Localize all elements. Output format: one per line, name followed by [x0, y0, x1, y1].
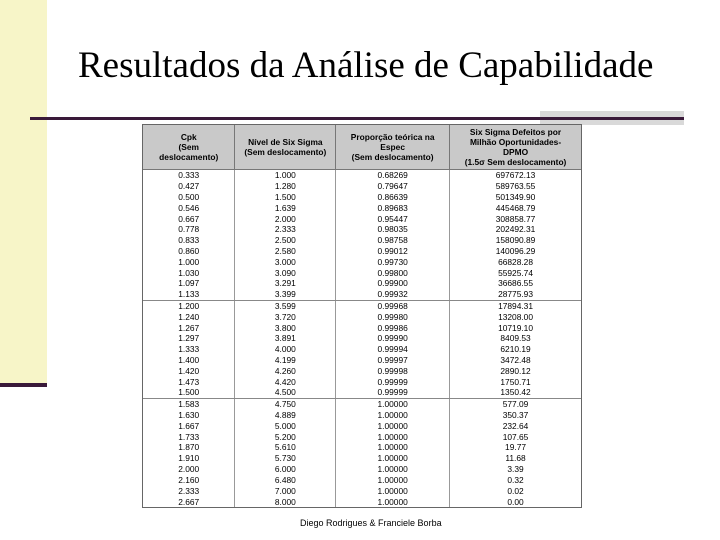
capability-table-frame — [142, 124, 582, 508]
cell-sigma-level: 2.580 — [235, 246, 336, 257]
left-accent-band — [0, 0, 47, 385]
cell-dpmo: 3472.48 — [500, 355, 531, 366]
cell-proportion: 1.00000 — [336, 420, 450, 431]
cell-sigma-level: 1.639 — [235, 202, 336, 213]
cell-dpmo: 158090.89 — [495, 235, 536, 246]
header-dpmo-line: (1.5σ Sem deslocamento) — [464, 157, 567, 167]
cell-cpk: 1.733 — [143, 431, 235, 442]
cell-dpmo: 308858.77 — [495, 213, 536, 224]
cell-cpk: 1.240 — [143, 311, 235, 322]
cell-proportion: 0.99999 — [336, 387, 450, 398]
cell-proportion: 0.99900 — [336, 278, 450, 289]
cell-sigma-level: 2.000 — [235, 213, 336, 224]
cell-dpmo: 501349.90 — [495, 192, 536, 203]
cell-sigma-level: 2.333 — [235, 224, 336, 235]
cell-cpk: 1.133 — [143, 289, 235, 300]
table-row — [143, 256, 581, 267]
cell-cpk: 0.860 — [143, 246, 235, 257]
cell-sigma-level: 3.891 — [235, 333, 336, 344]
cell-sigma-level: 3.399 — [235, 289, 336, 300]
cell-cpk: 2.667 — [143, 496, 235, 507]
cell-cpk: 1.267 — [143, 322, 235, 333]
cell-sigma-level: 4.260 — [235, 365, 336, 376]
cell-dpmo: 6210.19 — [500, 344, 531, 355]
table-row — [143, 464, 581, 475]
cell-sigma-level: 6.000 — [235, 464, 336, 475]
cell-proportion: 0.99932 — [336, 289, 450, 300]
header-cpk-line: (Sem — [178, 142, 199, 152]
cell-cpk: 0.427 — [143, 181, 235, 192]
cell-dpmo: 107.65 — [502, 431, 529, 442]
cell-proportion: 0.99730 — [336, 256, 450, 267]
cell-dpmo: 3.39 — [507, 464, 524, 475]
header-level-line: Nível de Six Sigma — [248, 137, 323, 147]
table-row — [143, 170, 581, 181]
table-row — [143, 300, 581, 311]
cell-proportion: 0.89683 — [336, 202, 450, 213]
cell-cpk: 1.400 — [143, 355, 235, 366]
cell-proportion: 0.99968 — [336, 300, 450, 311]
table-row — [143, 485, 581, 496]
table-row — [143, 431, 581, 442]
cell-proportion: 0.99999 — [336, 376, 450, 387]
cell-dpmo: 1750.71 — [500, 376, 531, 387]
cell-proportion: 1.00000 — [336, 431, 450, 442]
header-dpmo — [450, 125, 581, 170]
table-row — [143, 311, 581, 322]
table-body — [143, 170, 581, 508]
table-row — [143, 202, 581, 213]
cell-cpk: 0.333 — [143, 170, 235, 181]
cell-cpk: 1.500 — [143, 387, 235, 398]
cell-sigma-level: 3.599 — [235, 300, 336, 311]
cell-cpk: 1.200 — [143, 300, 235, 311]
table-row — [143, 267, 581, 278]
cell-cpk: 2.333 — [143, 485, 235, 496]
cell-dpmo: 202492.31 — [495, 224, 536, 235]
cell-dpmo: 10719.10 — [498, 322, 533, 333]
cell-sigma-level: 3.090 — [235, 267, 336, 278]
cell-proportion: 1.00000 — [336, 496, 450, 507]
table-row — [143, 355, 581, 366]
table-row — [143, 376, 581, 387]
cell-dpmo: 66828.28 — [498, 256, 533, 267]
header-row — [143, 125, 581, 170]
table-row — [143, 420, 581, 431]
header-cpk-line: Cpk — [180, 132, 197, 142]
cell-sigma-level: 3.720 — [235, 311, 336, 322]
cell-dpmo: 140096.29 — [495, 246, 536, 256]
table-row — [143, 387, 581, 398]
cell-proportion: 1.00000 — [336, 474, 450, 485]
cell-dpmo: 232.64 — [502, 420, 529, 431]
cell-cpk: 1.420 — [143, 365, 235, 376]
cell-cpk: 1.473 — [143, 376, 235, 387]
header-dpmo-line: DPMO — [502, 147, 529, 157]
cell-proportion: 0.99986 — [336, 322, 450, 333]
cell-sigma-level: 3.800 — [235, 322, 336, 333]
cell-proportion: 0.99990 — [336, 333, 450, 344]
cell-sigma-level: 4.889 — [235, 410, 336, 421]
slide-title: Resultados da Análise de Capabilidade — [78, 45, 654, 86]
cell-sigma-level: 1.500 — [235, 192, 336, 203]
cell-sigma-level: 3.291 — [235, 278, 336, 289]
table-row — [143, 453, 581, 464]
left-accent-rule — [0, 383, 47, 387]
cell-proportion: 1.00000 — [336, 398, 450, 409]
cell-sigma-level: 3.000 — [235, 256, 336, 267]
header-six-sigma-level — [235, 125, 336, 170]
cell-sigma-level: 5.200 — [235, 431, 336, 442]
header-proportion-line: Espec — [380, 142, 405, 152]
cell-dpmo: 697672.13 — [495, 170, 536, 181]
header-dpmo-line: Six Sigma Defeitos por — [469, 127, 562, 137]
cell-proportion: 0.79647 — [336, 181, 450, 192]
cell-dpmo: 0.02 — [507, 485, 524, 496]
cell-cpk: 0.778 — [143, 224, 235, 235]
cell-proportion: 0.99980 — [336, 311, 450, 322]
cell-sigma-level: 6.480 — [235, 474, 336, 485]
cell-sigma-level: 4.420 — [235, 376, 336, 387]
cell-dpmo: 350.37 — [502, 410, 529, 421]
table-row — [143, 344, 581, 355]
cell-proportion: 0.99800 — [336, 267, 450, 278]
cell-proportion: 1.00000 — [336, 442, 450, 453]
header-proportion — [336, 125, 450, 170]
cell-dpmo: 589763.55 — [495, 181, 536, 192]
cell-dpmo: 28775.93 — [450, 289, 581, 300]
table-row — [143, 333, 581, 344]
cell-cpk: 1.667 — [143, 420, 235, 431]
cell-cpk: 1.333 — [143, 344, 235, 355]
table-row — [143, 398, 581, 409]
cell-dpmo: 11.68 — [505, 453, 526, 464]
header-proportion-line: (Sem deslocamento) — [351, 152, 434, 162]
cell-dpmo: 17894.31 — [498, 301, 533, 312]
header-cpk-line: deslocamento) — [159, 152, 219, 162]
table-row — [143, 192, 581, 203]
cell-cpk: 1.870 — [143, 442, 235, 453]
header-cpk — [143, 125, 235, 170]
table-row — [143, 474, 581, 485]
cell-dpmo: 1350.42 — [450, 387, 581, 398]
cell-cpk: 1.000 — [143, 256, 235, 267]
header-proportion-line: Proporção teórica na — [350, 132, 435, 142]
cell-dpmo: 577.09 — [502, 399, 529, 410]
table-row — [143, 224, 581, 235]
header-dpmo-line: Milhão Oportunidades- — [469, 137, 562, 147]
cell-sigma-level: 1.280 — [235, 181, 336, 192]
table-row — [143, 181, 581, 192]
cell-cpk: 0.833 — [143, 235, 235, 246]
cell-sigma-level: 5.730 — [235, 453, 336, 464]
cell-sigma-level: 2.500 — [235, 235, 336, 246]
cell-sigma-level: 5.000 — [235, 420, 336, 431]
cell-proportion: 0.99997 — [336, 355, 450, 366]
cell-dpmo: 36686.55 — [498, 278, 533, 289]
cell-sigma-level: 4.750 — [235, 398, 336, 409]
table-row — [143, 365, 581, 376]
table-row — [143, 213, 581, 224]
table-row — [143, 322, 581, 333]
table-row — [143, 246, 581, 257]
cell-dpmo: 13208.00 — [498, 311, 533, 322]
cell-proportion: 0.86639 — [336, 192, 450, 203]
cell-dpmo: 55925.74 — [498, 267, 533, 278]
cell-dpmo: 0.32 — [507, 474, 524, 485]
cell-dpmo: 0.00 — [507, 496, 524, 507]
cell-sigma-level: 5.610 — [235, 442, 336, 453]
table-row — [143, 410, 581, 421]
table-row — [143, 496, 581, 507]
cell-sigma-level: 8.000 — [235, 496, 336, 507]
cell-proportion: 0.95447 — [336, 213, 450, 224]
cell-cpk: 1.297 — [143, 333, 235, 344]
cell-proportion: 1.00000 — [336, 453, 450, 464]
capability-table — [143, 125, 581, 507]
cell-cpk: 1.097 — [143, 278, 235, 289]
cell-cpk: 0.500 — [143, 192, 235, 203]
cell-cpk: 0.667 — [143, 213, 235, 224]
cell-sigma-level: 4.199 — [235, 355, 336, 366]
cell-cpk: 1.630 — [143, 410, 235, 421]
table-row — [143, 235, 581, 246]
cell-proportion: 0.98035 — [336, 224, 450, 235]
cell-cpk: 2.160 — [143, 474, 235, 485]
cell-cpk: 1.030 — [143, 267, 235, 278]
cell-dpmo: 19.77 — [505, 442, 527, 453]
cell-proportion: 0.99012 — [336, 246, 450, 257]
cell-sigma-level: 7.000 — [235, 485, 336, 496]
cell-sigma-level: 4.500 — [235, 387, 336, 398]
header-level-line: (Sem deslocamento) — [244, 147, 327, 157]
cell-sigma-level: 4.000 — [235, 344, 336, 355]
cell-proportion: 1.00000 — [336, 410, 450, 421]
cell-cpk: 0.546 — [143, 202, 235, 213]
cell-proportion: 1.00000 — [336, 464, 450, 475]
cell-cpk: 2.000 — [143, 464, 235, 475]
table-row — [143, 442, 581, 453]
table-row — [143, 289, 581, 300]
table-row — [143, 278, 581, 289]
cell-dpmo: 8409.53 — [500, 333, 531, 344]
cell-proportion: 0.68269 — [336, 170, 450, 181]
cell-dpmo: 445468.79 — [495, 202, 536, 213]
title-rule — [30, 117, 684, 120]
cell-cpk: 1.583 — [143, 398, 235, 409]
cell-proportion: 1.00000 — [336, 485, 450, 496]
cell-proportion: 0.99998 — [336, 365, 450, 376]
cell-sigma-level: 1.000 — [235, 170, 336, 181]
cell-proportion: 0.99994 — [336, 344, 450, 355]
cell-cpk: 1.910 — [143, 453, 235, 464]
cell-dpmo: 2890.12 — [500, 365, 531, 376]
footer-authors: Diego Rodrigues & Franciele Borba — [300, 518, 442, 528]
cell-proportion: 0.98758 — [336, 235, 450, 246]
